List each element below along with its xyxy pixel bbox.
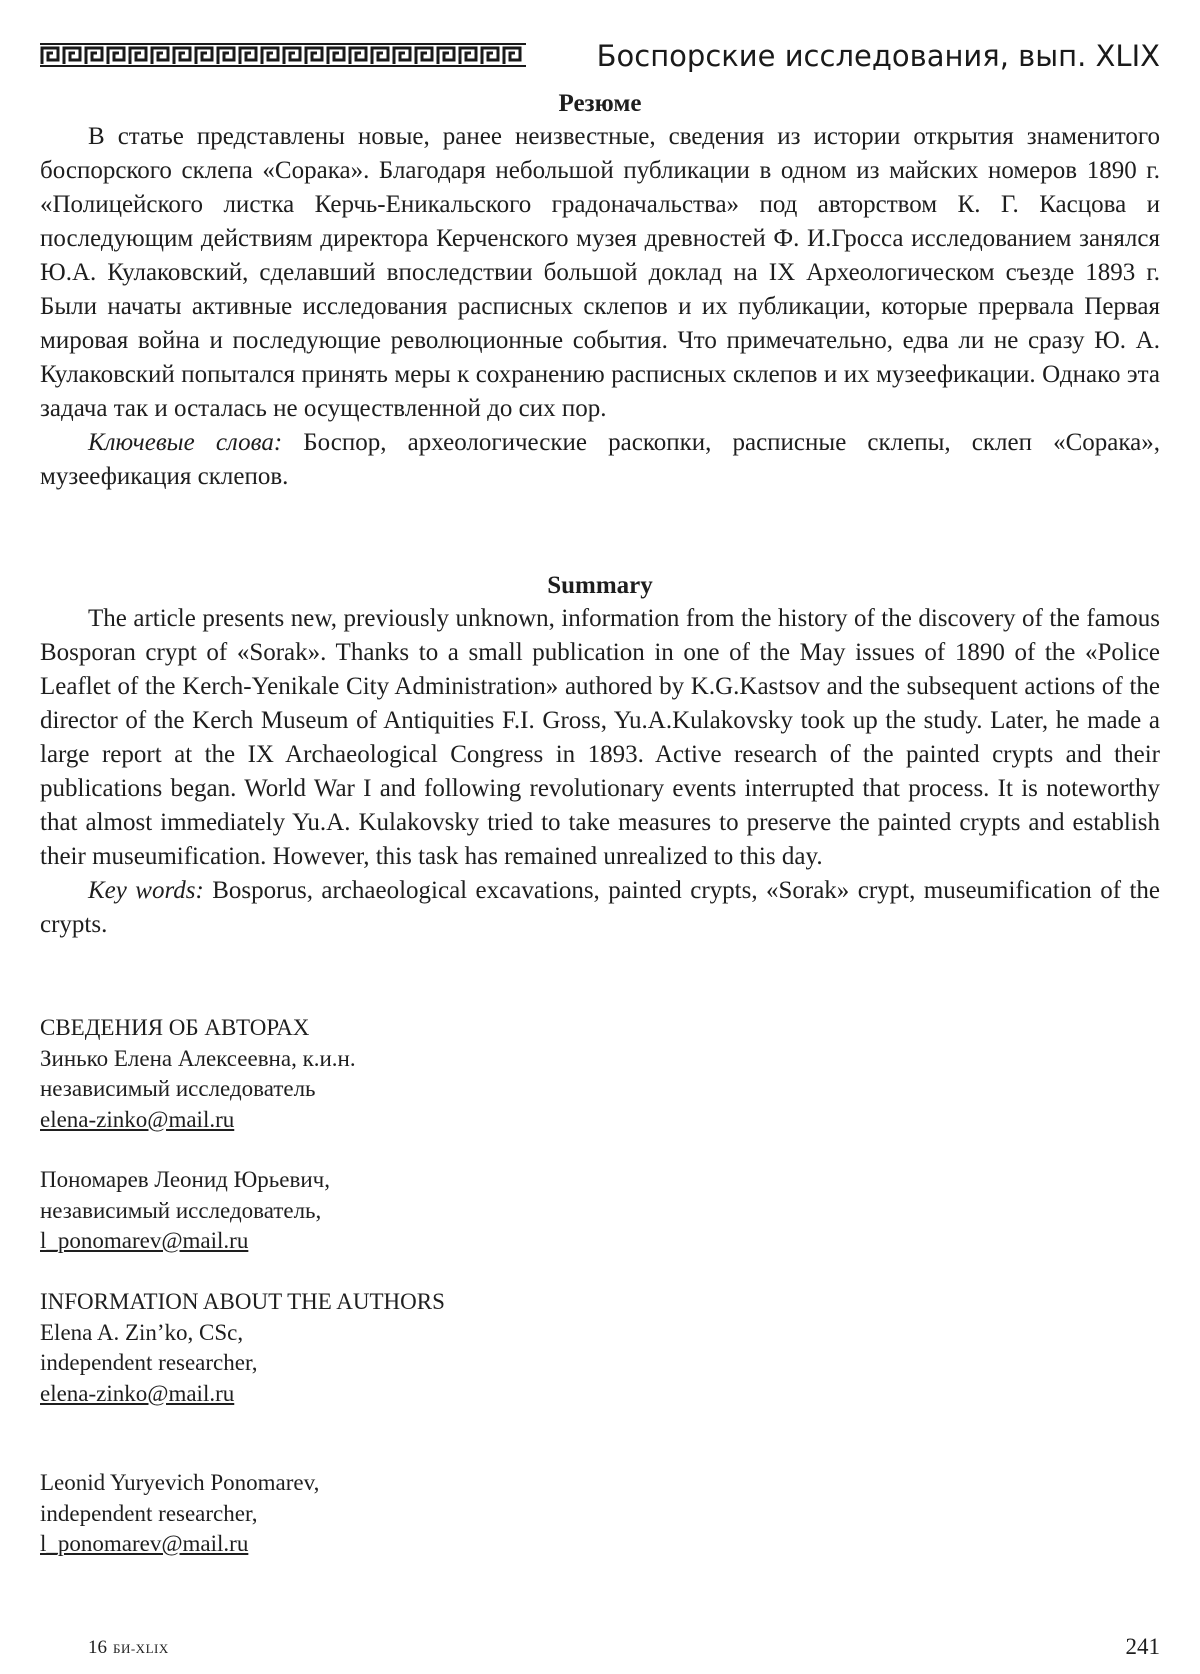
- author1-en-name: Elena A. Zin’ko, CSc,: [40, 1319, 244, 1345]
- authors-en-heading: INFORMATION ABOUT THE AUTHORS: [40, 1289, 445, 1314]
- author1-ru-name: Зинько Елена Алексеевна, к.и.н.: [40, 1045, 356, 1071]
- summary-body: The article presents new, previously unknown, information from the history of the discovery of the famous Bosporan crypt of «Sorak». Thanks to a small publication in one of the May issues of 1890 of the «Police Leaflet of the Kerch-Yenikale City Administration» authored by K.G.Kastsov and the subsequent actions of the director of the Kerch Museum of Antiquities F.I. Gross, Yu.A.Kulakovsky took up the study. Later, he made a large report at the IX Archaeological Congress in 1893. Active research of the painted crypts and their publications began. World War I and following revolutionary events interrupted that process. It is noteworthy that almost immediately Yu.A. Kulakovsky tried to take measures to preserve the painted crypts and establish their museumification. However, this task has remained unrealized to this day.: [40, 605, 1160, 870]
- authors-en: [40, 1287, 740, 1409]
- summary-keywords-text: Bosporus, archaeological excavations, painted crypts, «Sorak» crypt, museumification of the crypts.: [40, 877, 1160, 938]
- author2-en-name: Leonid Yuryevich Ponomarev,: [40, 1470, 320, 1495]
- summary-section: [40, 570, 1160, 942]
- author1-en-email-link[interactable]: elena-zinko@mail.ru: [40, 1380, 235, 1406]
- footer-sheet-label: БИ-XLIX: [113, 1641, 169, 1656]
- resume-title: Резюме: [558, 90, 642, 117]
- author2-en-position: independent researcher,: [40, 1500, 258, 1526]
- running-header: [40, 36, 1160, 80]
- resume-keywords: [40, 426, 1160, 494]
- summary-keywords: [40, 874, 1160, 942]
- resume-keywords-label: Ключевые слова:: [88, 429, 283, 456]
- journal-title: Боспорские исследования, вып. XLIX: [596, 39, 1160, 73]
- summary-keywords-label: Key words:: [88, 877, 204, 904]
- greek-meander-icon: [40, 42, 526, 68]
- authors-ru: [40, 1013, 740, 1257]
- author1-en-position: independent researcher,: [40, 1350, 258, 1375]
- page-number: 241: [1125, 1634, 1160, 1659]
- authors-ru-heading: СВЕДЕНИЯ ОБ АВТОРАХ: [40, 1015, 310, 1040]
- resume-body: В статье представлены новые, ранее неизвестные, сведения из истории открытия знаменитого боспорского склепа «Сорака». Благодаря небольшой публикации в одном из майских номеров 1890 г. «Полицейского листка Керчь-Еникальского градоначальства» под авторством К. Г. Касцова и последующим действиям директора Керченского музея древностей Ф. И.Гросса исследованием занялся Ю.А. Кулаковский, сделавший впоследствии большой доклад на IX Археологическом съезде 1893 г. Были начаты активные исследования расписных склепов и их публикации, которые прервала Первая мировая война и последующие революционные события. Что примечательно, едва ли не сразу Ю. А. Кулаковский попытался принять меры к сохранению расписных склепов и их музеефикации. Однако эта задача так и осталась не осуществленной до сих пор.: [40, 123, 1160, 422]
- author2-ru-name: Пономарев Леонид Юрьевич,: [40, 1167, 330, 1192]
- author2-en-email-link[interactable]: l_ponomarev@mail.ru: [40, 1531, 249, 1556]
- footer-sheet-number: 16: [88, 1637, 107, 1658]
- author2-ru-email-link[interactable]: l_ponomarev@mail.ru: [40, 1228, 249, 1253]
- authors-en-2: [40, 1468, 740, 1560]
- footer-sheet-mark: [88, 1637, 169, 1659]
- resume-section: [40, 88, 1160, 494]
- author1-ru-position: независимый исследователь: [40, 1076, 316, 1101]
- summary-title: Summary: [547, 572, 653, 599]
- resume-keywords-text: Боспор, археологические раскопки, расписные склепы, склеп «Сорака», музеефикация склепов.: [40, 429, 1161, 490]
- author1-ru-email-link[interactable]: elena-zinko@mail.ru: [40, 1106, 235, 1132]
- author2-ru-position: независимый исследователь,: [40, 1197, 322, 1223]
